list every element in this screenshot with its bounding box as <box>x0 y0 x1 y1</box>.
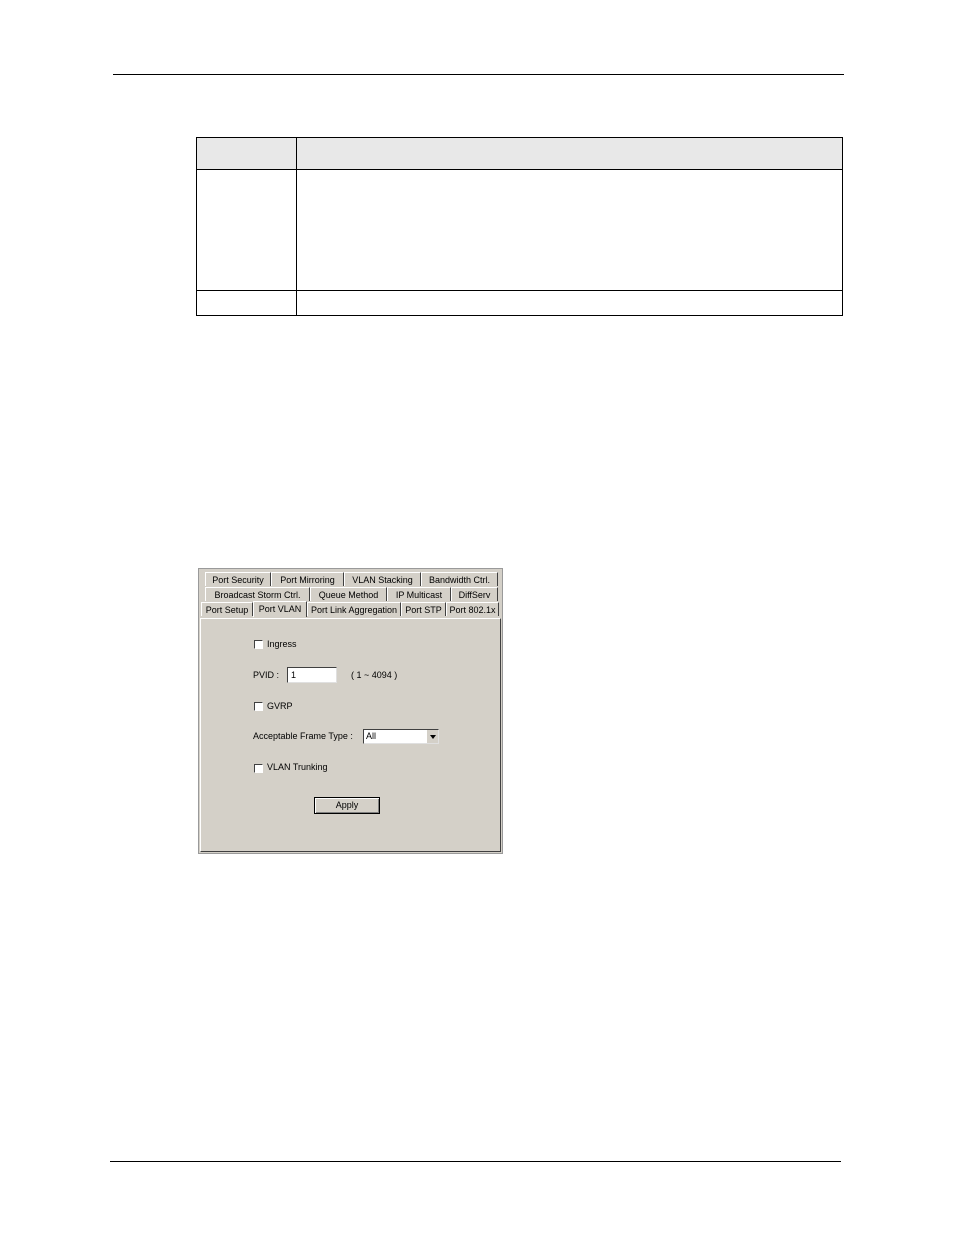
tab-broadcast-storm-ctrl[interactable]: Broadcast Storm Ctrl. <box>205 587 310 601</box>
tab-port-setup[interactable]: Port Setup <box>201 602 253 616</box>
ingress-label: Ingress <box>267 639 297 649</box>
pvid-label: PVID : <box>253 670 280 680</box>
table-header-row <box>197 138 842 170</box>
tab-bandwidth-ctrl[interactable]: Bandwidth Ctrl. <box>421 572 498 586</box>
table-column-divider <box>296 138 297 315</box>
tab-ip-multicast[interactable]: IP Multicast <box>387 587 451 601</box>
gvrp-checkbox[interactable] <box>254 702 263 711</box>
frame-type-label: Acceptable Frame Type : <box>253 731 353 741</box>
ingress-checkbox[interactable] <box>254 640 263 649</box>
tab-port-link-aggregation[interactable]: Port Link Aggregation <box>307 602 401 616</box>
field-description-table <box>196 137 843 316</box>
tab-vlan-stacking[interactable]: VLAN Stacking <box>344 572 421 586</box>
tab-port-mirroring[interactable]: Port Mirroring <box>271 572 344 586</box>
vlan-trunking-checkbox[interactable] <box>254 764 263 773</box>
vlan-trunking-label: VLAN Trunking <box>267 762 328 772</box>
pvid-input[interactable]: 1 <box>287 667 337 683</box>
port-vlan-panel <box>200 618 501 852</box>
frame-type-value: All <box>366 731 377 741</box>
tab-port-8021x[interactable]: Port 802.1x <box>446 602 499 616</box>
tab-diffserv[interactable]: DiffServ <box>451 587 498 601</box>
tab-queue-method[interactable]: Queue Method <box>310 587 387 601</box>
tab-port-security[interactable]: Port Security <box>205 572 271 586</box>
tab-port-vlan[interactable]: Port VLAN <box>253 601 307 617</box>
tab-port-stp[interactable]: Port STP <box>401 602 446 616</box>
frame-type-select[interactable] <box>363 729 439 744</box>
chevron-down-icon[interactable] <box>426 730 438 743</box>
port-vlan-dialog <box>198 568 503 854</box>
apply-button[interactable]: Apply <box>314 797 380 814</box>
pvid-range-label: ( 1 ~ 4094 ) <box>351 670 398 680</box>
gvrp-label: GVRP <box>267 701 293 711</box>
table-row-divider <box>197 290 842 291</box>
footer-rule <box>110 1161 841 1162</box>
header-rule <box>113 74 844 75</box>
